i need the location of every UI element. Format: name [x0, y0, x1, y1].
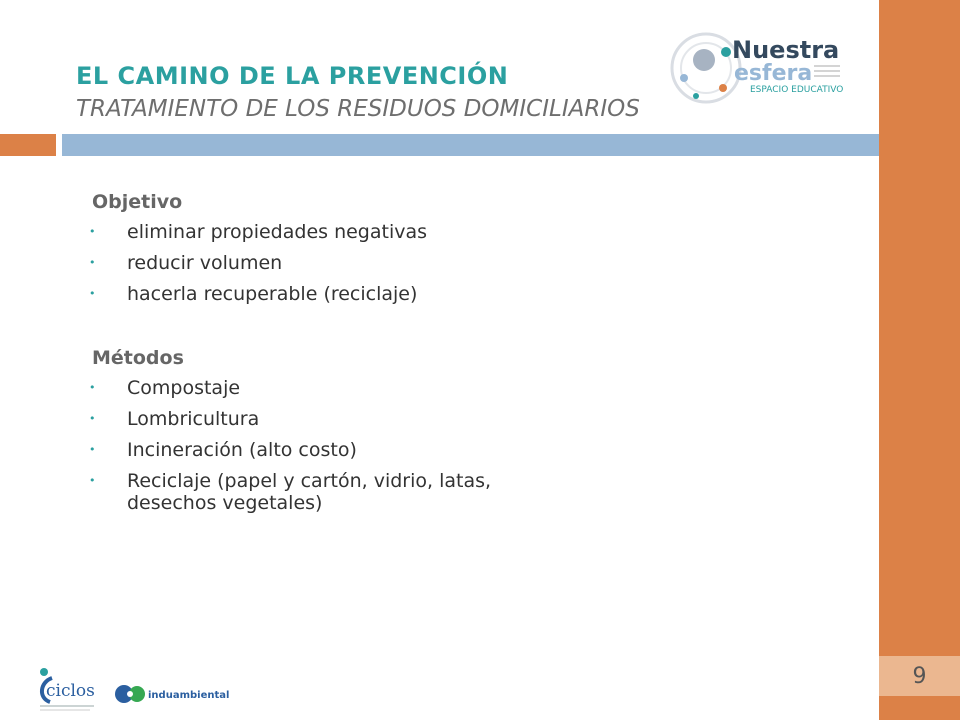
objetivo-section — [92, 191, 792, 314]
metodos-section — [92, 347, 792, 523]
objetivo-heading: Objetivo — [92, 191, 183, 213]
page-number: 9 — [912, 663, 927, 689]
logo-tagline: ESPACIO EDUCATIVO — [750, 85, 844, 95]
induambiental-logo — [115, 685, 229, 703]
right-accent-bar — [879, 0, 960, 720]
list-item: • Lombricultura — [92, 408, 552, 430]
footer-logos — [34, 662, 234, 716]
metodos-list — [92, 377, 552, 514]
list-item: • Incineración (alto costo) — [92, 439, 552, 461]
induambiental-text: induambiental — [148, 690, 230, 701]
list-item: • Reciclaje (papel y cartón, vidrio, latas, desechos vegetales) — [92, 470, 552, 514]
page-number-box — [879, 656, 960, 696]
list-item: • eliminar propiedades negativas — [92, 221, 792, 243]
list-item: • hacerla recuperable (reciclaje) — [92, 283, 792, 305]
left-accent-block — [0, 134, 56, 156]
ciclos-text: ciclos — [46, 681, 95, 701]
nuestra-esfera-logo — [668, 30, 858, 108]
metodos-heading: Métodos — [92, 347, 184, 369]
title-underline-bar — [62, 134, 879, 156]
list-item: • Compostaje — [92, 377, 552, 399]
logo-text-esfera: esfera — [734, 61, 813, 86]
objetivo-list — [92, 221, 792, 305]
ciclos-logo — [40, 668, 95, 710]
slide-subtitle: TRATAMIENTO DE LOS RESIDUOS DOMICILIARIOS — [76, 96, 640, 122]
list-item: • reducir volumen — [92, 252, 792, 274]
logo-text-nuestra: Nuestra — [732, 36, 840, 64]
slide-title: EL CAMINO DE LA PREVENCIÓN — [76, 62, 509, 90]
